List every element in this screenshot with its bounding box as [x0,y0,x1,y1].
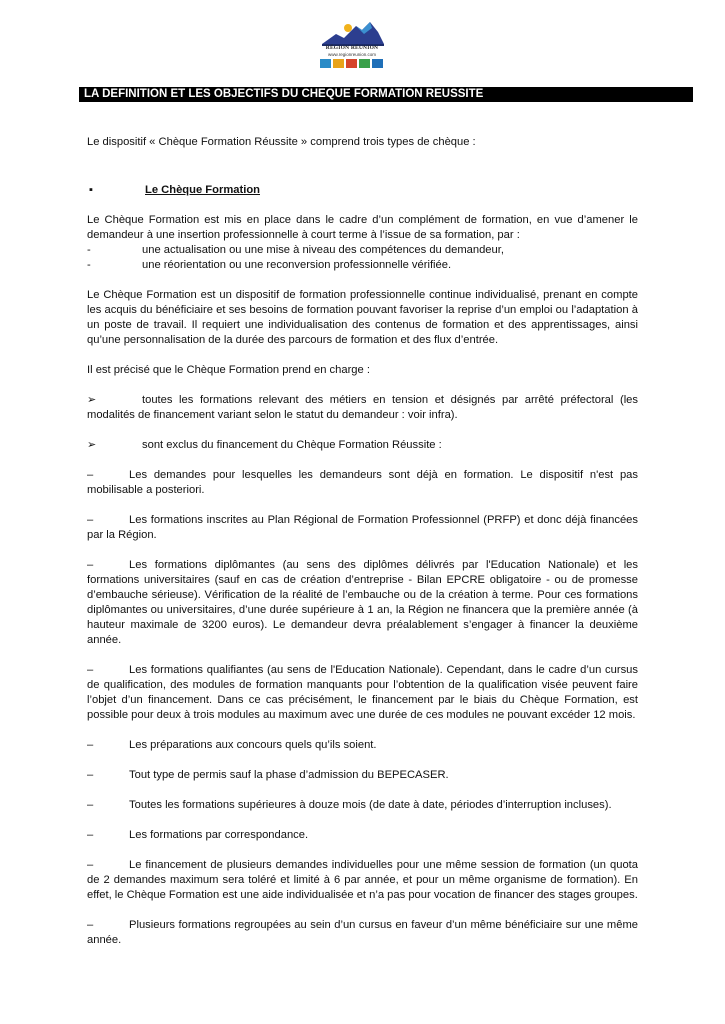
exclusion-item [87,663,638,723]
exclusion-text: Les formations qualifiantes (au sens de l'Education Nationale). Cependant, dans le cadre d’un cursus de qualification, des modules de formation manquants pour l’obtention de la qualification visée peuvent faire l’objet d’un financement. Dans ce cas précisément, le financement par le biais du Chèque Formation, est possible pour deux à trois modules au maximum avec une durée de ces modules ne pouvant excéder 12 mois. [87,664,638,721]
dash-marker: – [87,919,94,931]
exclusion-text: Toutes les formations supérieures à douze mois (de date à date, périodes d’interruption incluses). [129,799,612,811]
dash-marker: - [87,244,91,256]
list-item [87,243,638,258]
square-bullet-icon: ▪ [89,184,93,196]
dash-marker: – [87,664,94,676]
arrow-bullet-icon: ➢ [87,439,97,451]
exclusion-item [87,798,638,813]
arrow-item-2 [87,438,638,453]
exclusion-text: Le financement de plusieurs demandes individuelles pour une même session de formation (un quota de 2 demandes maximum sera toléré et limité à 6 par année, et pour un même organisme de formation). En effet, le Chèque Formation est une aide individualisée et n’a pas pour vocation de financer des stages groupes. [87,859,638,901]
exclusion-text: Les formations par correspondance. [129,829,309,841]
dash-marker: - [87,259,91,271]
dash-marker: – [87,769,94,781]
logo-color-squares [320,59,383,68]
logo-square-blue [320,59,331,68]
dash-marker: – [87,859,94,871]
exclusion-item [87,858,638,903]
logo-square-red [346,59,357,68]
exclusion-text: Les préparations aux concours quels qu’ils soient. [129,739,377,751]
section-heading-text: Le Chèque Formation [145,184,260,196]
list-item-text: une réorientation ou une reconversion professionnelle vérifiée. [142,259,452,271]
exclusion-text: Les formations diplômantes (au sens des diplômes délivrés par l'Education Nationale) et les formations universitaires (sauf en cas de création d’entreprise - Bilan EPCRE obligatoire - ou de promesse d’embauche sérieuse). Vérification de la réalité de l’embauche ou de la création à terme. Pour ces formations diplômantes ou universitaires, d’une durée supérieure à 1 an, la Région ne financera que la première année (à hauteur maximale de 3200 euros). Le demandeur devra préalablement s’engager à financer la deuxième année. [87,559,638,646]
arrow-bullet-icon: ➢ [87,394,97,406]
intro-paragraph: Le dispositif « Chèque Formation Réussite » comprend trois types de chèque : [87,136,476,148]
dash-marker: – [87,469,94,481]
exclusion-item [87,738,638,753]
dash-marker: – [87,829,94,841]
exclusion-item [87,918,638,948]
paragraph-3: Il est précisé que le Chèque Formation prend en charge : [87,364,370,376]
dash-marker: – [87,559,94,571]
document-body [87,135,638,948]
list-item [87,258,638,273]
logo-square-green [359,59,370,68]
exclusion-item [87,513,638,543]
exclusion-text: Les formations inscrites au Plan Régional de Formation Professionnel (PRFP) et donc déjà financées par la Région. [87,514,638,541]
logo-name: RÉGION RÉUNION [325,45,379,51]
region-reunion-logo [318,20,386,74]
exclusion-text: Les demandes pour lesquelles les demandeurs sont déjà en formation. Le dispositif n'est pas mobilisable a posteriori. [87,469,638,496]
dash-marker: – [87,514,94,526]
paragraph-2: Le Chèque Formation est un dispositif de formation professionnelle continue individualisé, prenant en compte les acquis du bénéficiaire et ses besoins de formation pouvant favoriser la reprise d’un emploi ou l’adaptation à un poste de travail. Il requiert une individualisation des contenus de formation et des apprentissages, ainsi qu’une personnalisation de la durée des parcours de formation et des flux d’entrée. [87,289,638,346]
arrow-item-1 [87,393,638,423]
section-heading [87,183,638,198]
logo-url: www.regionreunion.com [327,52,377,57]
paragraph-1: Le Chèque Formation est mis en place dans le cadre d’un complément de formation, en vue d’amener le demandeur à une insertion professionnelle à court terme à l’issue de sa formation, par : [87,214,638,241]
mountain-logo-icon [318,20,386,46]
exclusion-text: Tout type de permis sauf la phase d’admission du BEPECASER. [129,769,449,781]
exclusion-item [87,558,638,648]
exclusion-item [87,828,638,843]
dash-marker: – [87,739,94,751]
arrow-item-text: toutes les formations relevant des métiers en tension et désignés par arrêté préfectoral (les modalités de financement variant selon le statut du demandeur : voir infra). [87,394,638,421]
section-banner: LA DEFINITION ET LES OBJECTIFS DU CHEQUE FORMATION REUSSITE [79,87,693,102]
logo-square-darkblue [372,59,383,68]
exclusion-text: Plusieurs formations regroupées au sein d’un cursus en faveur d’un même bénéficiaire sur une même année. [87,919,638,946]
exclusion-item [87,768,638,783]
logo-square-orange [333,59,344,68]
exclusion-item [87,468,638,498]
list-item-text: une actualisation ou une mise à niveau des compétences du demandeur, [142,244,504,256]
dash-marker: – [87,799,94,811]
arrow-item-text: sont exclus du financement du Chèque Formation Réussite : [142,439,442,451]
